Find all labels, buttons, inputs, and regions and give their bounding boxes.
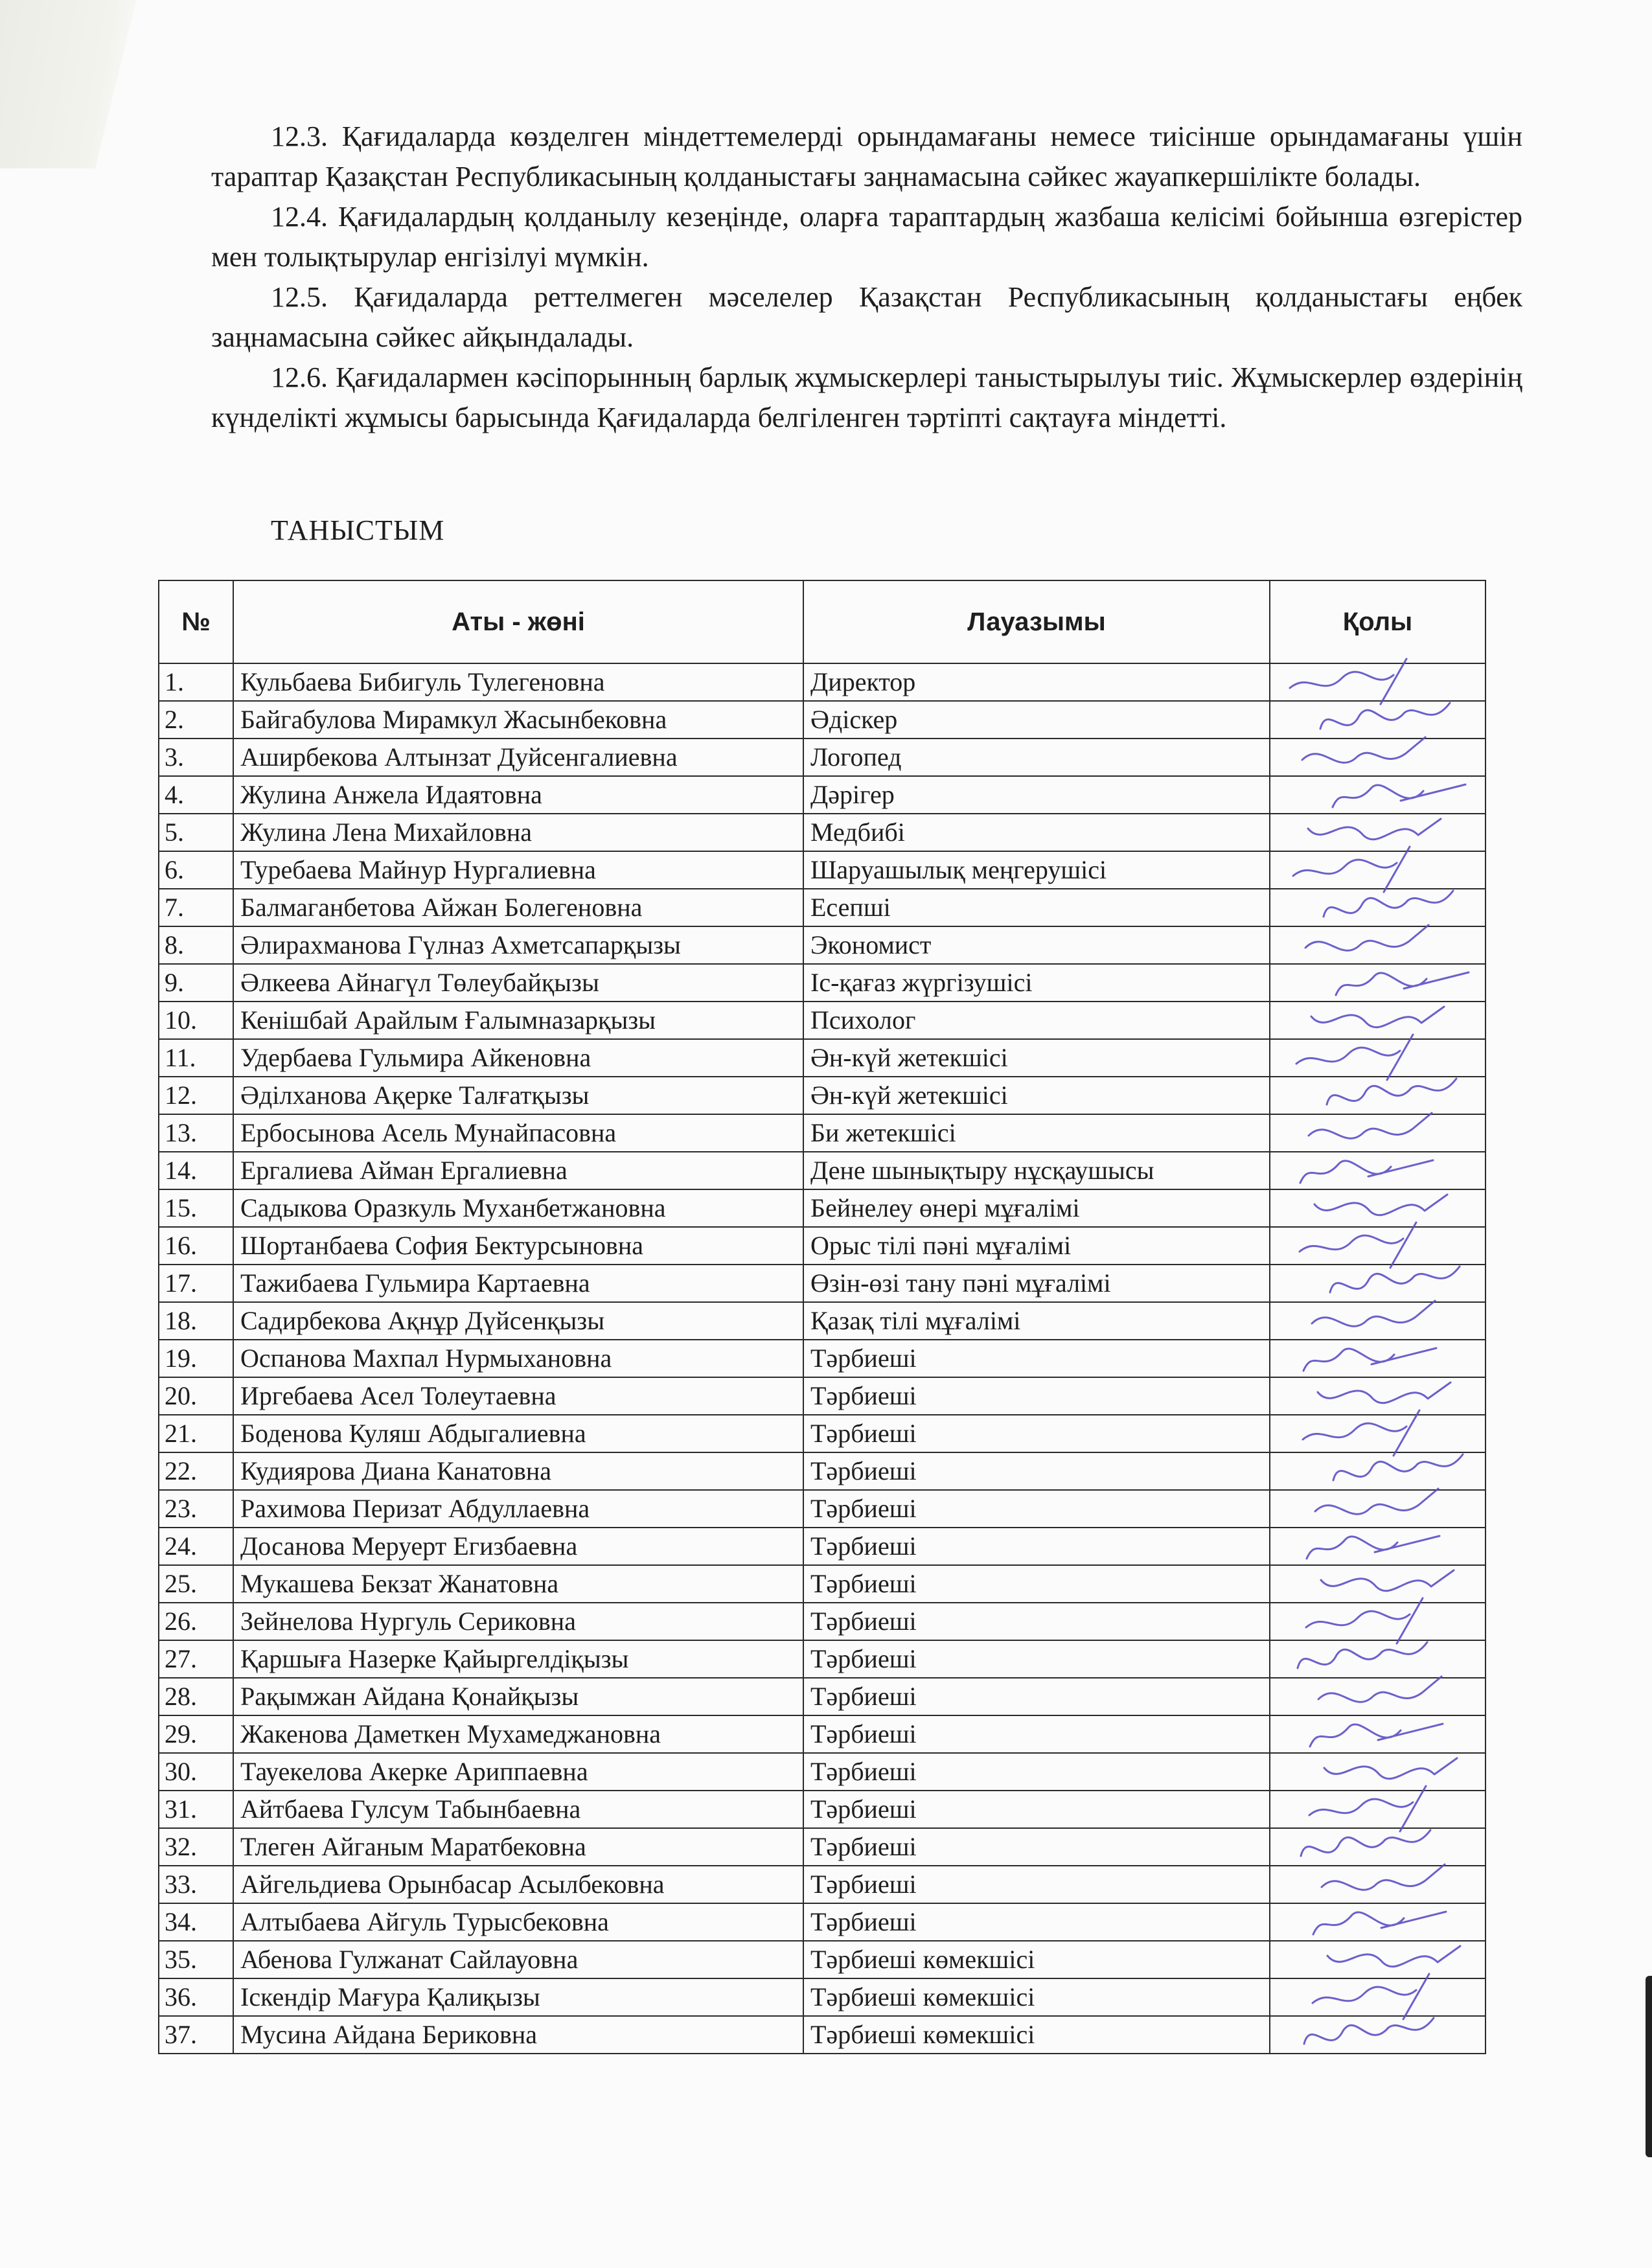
signature-cell — [1270, 1565, 1486, 1603]
table-row — [159, 2016, 1486, 2054]
row-number: 4. — [159, 776, 233, 814]
signature-cell — [1270, 1340, 1486, 1377]
table-row — [159, 1640, 1486, 1678]
signature-cell — [1270, 1490, 1486, 1528]
table-row — [159, 1377, 1486, 1415]
acquaintance-signature-table — [158, 580, 1486, 2054]
employee-position: Медбибі — [803, 814, 1270, 851]
table-row — [159, 926, 1486, 964]
employee-name: Садыкова Оразкуль Муханбетжановна — [233, 1189, 803, 1227]
signature-cell — [1270, 1791, 1486, 1828]
table-row — [159, 1039, 1486, 1077]
employee-name: Туребаева Майнур Нургалиевна — [233, 851, 803, 889]
employee-position: Тәрбиеші — [803, 1490, 1270, 1528]
row-number: 17. — [159, 1265, 233, 1302]
table-row — [159, 739, 1486, 776]
employee-name: Қаршыға Назерке Қайыргелдіқызы — [233, 1640, 803, 1678]
table-row — [159, 1189, 1486, 1227]
employee-name: Жакенова Даметкен Мухамеджановна — [233, 1715, 803, 1753]
employee-position: Тәрбиеші — [803, 1753, 1270, 1791]
employee-position: Тәрбиеші — [803, 1903, 1270, 1941]
employee-position: Тәрбиеші көмекшісі — [803, 1941, 1270, 1978]
row-number: 21. — [159, 1415, 233, 1452]
table-row — [159, 1265, 1486, 1302]
acquainted-label: ТАНЫСТЫМ — [271, 514, 445, 546]
employee-name: Зейнелова Нургуль Сериковна — [233, 1603, 803, 1640]
employee-position: Есепші — [803, 889, 1270, 926]
employee-name: Удербаева Гульмира Айкеновна — [233, 1039, 803, 1077]
employee-position: Өзін-өзі тану пәні мұғалімі — [803, 1265, 1270, 1302]
employee-name: Айтбаева Гулсум Табынбаевна — [233, 1791, 803, 1828]
row-number: 5. — [159, 814, 233, 851]
paragraph-12-5: 12.5. Қағидаларда реттелмеген мәселелер Қазақстан Республикасының қолданыстағы еңбек заңнамасына сәйкес айқындалады. — [211, 281, 1522, 353]
employee-position: Тәрбиеші — [803, 1603, 1270, 1640]
employee-position: Логопед — [803, 739, 1270, 776]
row-number: 19. — [159, 1340, 233, 1377]
table-row — [159, 663, 1486, 701]
employee-position: Дәрігер — [803, 776, 1270, 814]
signature-cell — [1270, 1941, 1486, 1978]
paragraph-12-4: 12.4. Қағидалардың қолданылу кезеңінде, оларға тараптардың жазбаша келісімі бойынша өзгерістер мен толықтырулар енгізілуі мүмкін. — [211, 201, 1522, 273]
table-row — [159, 1978, 1486, 2016]
table-row — [159, 1452, 1486, 1490]
header-number: № — [159, 580, 233, 663]
row-number: 20. — [159, 1377, 233, 1415]
rules-final-provisions — [211, 117, 1522, 438]
employee-name: Оспанова Махпал Нурмыхановна — [233, 1340, 803, 1377]
row-number: 33. — [159, 1866, 233, 1903]
row-number: 25. — [159, 1565, 233, 1603]
employee-position: Тәрбиеші — [803, 1678, 1270, 1715]
table-row — [159, 1941, 1486, 1978]
employee-position: Тәрбиеші — [803, 1565, 1270, 1603]
row-number: 3. — [159, 739, 233, 776]
paragraph-12-3: 12.3. Қағидаларда көзделген міндеттемелерді орындамағаны немесе тиісінше орындамағаны үшін тараптар Қазақстан Республикасының қолданыстағы заңнамасына сәйкес жауапкершілікте болады. — [211, 120, 1522, 192]
employee-name: Рахимова Перизат Абдуллаевна — [233, 1490, 803, 1528]
row-number: 12. — [159, 1077, 233, 1114]
employee-position: Орыс тілі пәні мұғалімі — [803, 1227, 1270, 1265]
employee-name: Иргебаева Асел Толеутаевна — [233, 1377, 803, 1415]
table-row — [159, 1678, 1486, 1715]
row-number: 2. — [159, 701, 233, 739]
header-signature: Қолы — [1270, 580, 1486, 663]
row-number: 34. — [159, 1903, 233, 1941]
signature-cell — [1270, 1603, 1486, 1640]
signature-cell — [1270, 964, 1486, 1002]
table-row — [159, 1715, 1486, 1753]
row-number: 32. — [159, 1828, 233, 1866]
signature-cell — [1270, 701, 1486, 739]
signature-cell — [1270, 926, 1486, 964]
row-number: 30. — [159, 1753, 233, 1791]
employee-name: Әділханова Ақерке Талғатқызы — [233, 1077, 803, 1114]
employee-position: Тәрбиеші көмекшісі — [803, 2016, 1270, 2054]
signature-cell — [1270, 1152, 1486, 1189]
employee-name: Рақымжан Айдана Қонайқызы — [233, 1678, 803, 1715]
employee-position: Тәрбиеші — [803, 1528, 1270, 1565]
signature-cell — [1270, 889, 1486, 926]
signature-cell — [1270, 1265, 1486, 1302]
employee-position: Шаруашылық меңгерушісі — [803, 851, 1270, 889]
row-number: 24. — [159, 1528, 233, 1565]
row-number: 27. — [159, 1640, 233, 1678]
row-number: 36. — [159, 1978, 233, 2016]
employee-name: Әлирахманова Гүлназ Ахметсапарқызы — [233, 926, 803, 964]
employee-name: Тлеген Айганым Маратбековна — [233, 1828, 803, 1866]
table-row — [159, 1828, 1486, 1866]
table-row — [159, 1565, 1486, 1603]
table-row — [159, 1603, 1486, 1640]
signature-cell — [1270, 776, 1486, 814]
header-full-name: Аты - жөні — [233, 580, 803, 663]
table-row — [159, 851, 1486, 889]
employee-name: Жулина Лена Михайловна — [233, 814, 803, 851]
table-row — [159, 1227, 1486, 1265]
signature-cell — [1270, 1002, 1486, 1039]
employee-position: Тәрбиеші — [803, 1340, 1270, 1377]
signature-cell — [1270, 1828, 1486, 1866]
row-number: 14. — [159, 1152, 233, 1189]
signature-cell — [1270, 1189, 1486, 1227]
table-row — [159, 1415, 1486, 1452]
signature-cell — [1270, 1640, 1486, 1678]
signature-cell — [1270, 1452, 1486, 1490]
signature-cell — [1270, 2016, 1486, 2054]
signature-cell — [1270, 1114, 1486, 1152]
employee-position: Ән-күй жетекшісі — [803, 1077, 1270, 1114]
employee-name: Мукашева Бекзат Жанатовна — [233, 1565, 803, 1603]
employee-name: Айгельдиева Орынбасар Асылбековна — [233, 1866, 803, 1903]
employee-name: Іскендір Мағура Қалиқызы — [233, 1978, 803, 2016]
signature-cell — [1270, 814, 1486, 851]
row-number: 6. — [159, 851, 233, 889]
row-number: 22. — [159, 1452, 233, 1490]
row-number: 26. — [159, 1603, 233, 1640]
table-row — [159, 1866, 1486, 1903]
table-row — [159, 1903, 1486, 1941]
table-row — [159, 1340, 1486, 1377]
table-row — [159, 1528, 1486, 1565]
signature-cell — [1270, 1077, 1486, 1114]
employee-position: Іс-қағаз жүргізушісі — [803, 964, 1270, 1002]
employee-name: Алтыбаева Айгуль Турысбековна — [233, 1903, 803, 1941]
row-number: 37. — [159, 2016, 233, 2054]
table-row — [159, 1302, 1486, 1340]
signature-cell — [1270, 1978, 1486, 2016]
employee-name: Аширбекова Алтынзат Дуйсенгалиевна — [233, 739, 803, 776]
employee-position: Тәрбиеші көмекшісі — [803, 1978, 1270, 2016]
row-number: 29. — [159, 1715, 233, 1753]
row-number: 16. — [159, 1227, 233, 1265]
employee-position: Әдіскер — [803, 701, 1270, 739]
signature-cell — [1270, 1227, 1486, 1265]
table-row — [159, 1152, 1486, 1189]
employee-name: Тауекелова Акерке Ариппаевна — [233, 1753, 803, 1791]
table-row — [159, 1114, 1486, 1152]
employee-position: Дене шынықтыру нұсқаушысы — [803, 1152, 1270, 1189]
employee-name: Садирбекова Ақнұр Дүйсенқызы — [233, 1302, 803, 1340]
row-number: 18. — [159, 1302, 233, 1340]
paragraph-12-6: 12.6. Қағидалармен кәсіпорынның барлық жұмыскерлері таныстырылуы тиіс. Жұмыскерлер өздерінің күнделікті жұмысы барысында Қағидаларда белгіленген тәртіпті сақтауға міндетті. — [211, 361, 1522, 433]
header-position: Лауазымы — [803, 580, 1270, 663]
employee-position: Бейнелеу өнері мұғалімі — [803, 1189, 1270, 1227]
signature-cell — [1270, 1302, 1486, 1340]
employee-position: Тәрбиеші — [803, 1715, 1270, 1753]
table-row — [159, 1077, 1486, 1114]
employee-name: Шортанбаева София Бектурсыновна — [233, 1227, 803, 1265]
signature-cell — [1270, 1377, 1486, 1415]
signature-cell — [1270, 1528, 1486, 1565]
employee-name: Байгабулова Мирамкул Жасынбековна — [233, 701, 803, 739]
signature-cell — [1270, 1678, 1486, 1715]
employee-position: Тәрбиеші — [803, 1791, 1270, 1828]
employee-name: Кенішбай Арайлым Ғалымназарқызы — [233, 1002, 803, 1039]
row-number: 28. — [159, 1678, 233, 1715]
table-body — [159, 663, 1486, 2054]
row-number: 9. — [159, 964, 233, 1002]
employee-name: Жулина Анжела Идаятовна — [233, 776, 803, 814]
employee-name: Балмаганбетова Айжан Болегеновна — [233, 889, 803, 926]
employee-name: Ергалиева Айман Ергалиевна — [233, 1152, 803, 1189]
scan-edge-mark — [1646, 1976, 1652, 2157]
employee-name: Әлкеева Айнагүл Төлеубайқызы — [233, 964, 803, 1002]
signature-cell — [1270, 1903, 1486, 1941]
row-number: 1. — [159, 663, 233, 701]
row-number: 31. — [159, 1791, 233, 1828]
row-number: 10. — [159, 1002, 233, 1039]
employee-name: Боденова Куляш Абдыгалиевна — [233, 1415, 803, 1452]
row-number: 11. — [159, 1039, 233, 1077]
table-row — [159, 776, 1486, 814]
table-row — [159, 964, 1486, 1002]
signature-cell — [1270, 1753, 1486, 1791]
employee-name: Мусина Айдана Бериковна — [233, 2016, 803, 2054]
signature-cell — [1270, 739, 1486, 776]
signature-cell — [1270, 1415, 1486, 1452]
employee-position: Қазақ тілі мұғалімі — [803, 1302, 1270, 1340]
row-number: 7. — [159, 889, 233, 926]
signature-cell — [1270, 1715, 1486, 1753]
employee-position: Тәрбиеші — [803, 1640, 1270, 1678]
signature-cell — [1270, 1866, 1486, 1903]
table-row — [159, 1002, 1486, 1039]
employee-name: Кудиярова Диана Канатовна — [233, 1452, 803, 1490]
table-row — [159, 814, 1486, 851]
scan-fold-shadow — [0, 0, 136, 168]
table-header-row — [159, 580, 1486, 663]
employee-position: Психолог — [803, 1002, 1270, 1039]
row-number: 8. — [159, 926, 233, 964]
employee-position: Тәрбиеші — [803, 1415, 1270, 1452]
employee-position: Директор — [803, 663, 1270, 701]
row-number: 15. — [159, 1189, 233, 1227]
employee-position: Би жетекшісі — [803, 1114, 1270, 1152]
employee-position: Ән-күй жетекшісі — [803, 1039, 1270, 1077]
employee-name: Досанова Меруерт Егизбаевна — [233, 1528, 803, 1565]
row-number: 23. — [159, 1490, 233, 1528]
employee-name: Абенова Гулжанат Сайлауовна — [233, 1941, 803, 1978]
signature-cell — [1270, 663, 1486, 701]
employee-position: Тәрбиеші — [803, 1866, 1270, 1903]
table-row — [159, 1753, 1486, 1791]
table-row — [159, 889, 1486, 926]
employee-name: Ербосынова Асель Мунайпасовна — [233, 1114, 803, 1152]
signature-cell — [1270, 851, 1486, 889]
table-row — [159, 1490, 1486, 1528]
employee-position: Тәрбиеші — [803, 1377, 1270, 1415]
table-row — [159, 701, 1486, 739]
signature-cell — [1270, 1039, 1486, 1077]
row-number: 35. — [159, 1941, 233, 1978]
employee-position: Тәрбиеші — [803, 1452, 1270, 1490]
employee-position: Экономист — [803, 926, 1270, 964]
employee-name: Кульбаева Бибигуль Тулегеновна — [233, 663, 803, 701]
table-row — [159, 1791, 1486, 1828]
employee-position: Тәрбиеші — [803, 1828, 1270, 1866]
row-number: 13. — [159, 1114, 233, 1152]
employee-name: Тажибаева Гульмира Картаевна — [233, 1265, 803, 1302]
